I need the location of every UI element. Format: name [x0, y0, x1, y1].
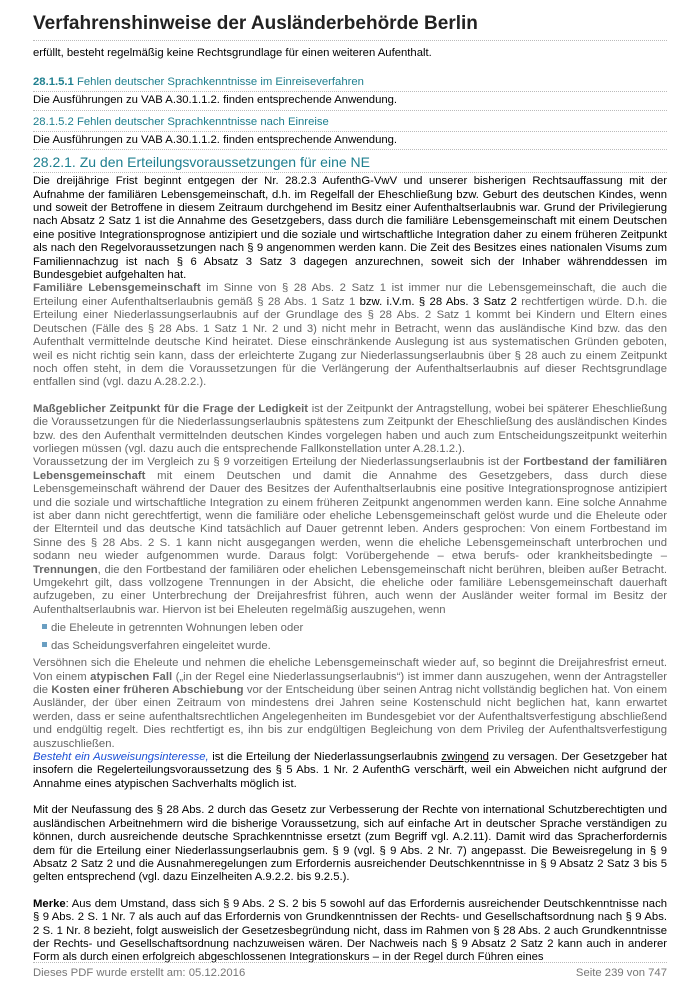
list-item	[42, 637, 667, 655]
text-run: im Sinne von § 28 Abs. 2 Satz 1 ist immer nur die Lebensgemeinschaft, die auch die Erteilung einer Aufenthaltserlaubnis gemäß § 28 Abs. 1 Satz 1	[33, 282, 668, 308]
bullet-list	[33, 619, 667, 655]
section-28-2-1-heading: 28.2.1. Zu den Erteilungsvoraussetzungen für eine NE	[33, 154, 667, 173]
section-28-1-5-2-heading: 28.1.5.2 Fehlen deutscher Sprachkenntnisse nach Einreise	[33, 113, 667, 132]
text-run: („in der Regel eine Niederlassungserlaubnis“) ist immer dann auszugehen, wenn der Antragsteller die	[33, 670, 667, 697]
bold-term: Merke	[33, 897, 66, 910]
square-bullet-icon	[42, 624, 47, 629]
footer-created-date: Dieses PDF wurde erstellt am: 05.12.2016	[33, 967, 246, 979]
paragraph-neufassung: Mit der Neufassung des § 28 Abs. 2 durch das Gesetz zur Verbesserung der Rechte von international Schutzberechtigten und ausländischen Arbeitnehmern wird die bisherige Voraussetzung, sich auf einfache Art in deutscher Sprache verständigen zu können, durch ausreichende deutsche Sprachkenntnisse ersetzt (zum Begriff vgl. A.2.11). Damit wird das Spracherfordernis dem für die Erteilung einer Niederlassungserlaubnis gem. § 9 (vgl. § 9 Abs. 2 Nr. 7) angepasst. Die Beweisregelung in § 9 Absatz 2 Satz 2 und die Ausnahmeregelungen zum Erfordernis ausreichender Deutschkenntnisse in § 9 Absatz 2 Satz 3 bis 5 gelten entsprechend (vgl. dazu Einzelheiten A.9.2.2. bis 9.2.5.).	[33, 804, 667, 884]
section-28-1-5-1-text: Die Ausführungen zu VAB A.30.1.1.2. finden entsprechende Anwendung.	[33, 92, 667, 110]
list-item-text: die Eheleute in getrennten Wohnungen leben oder	[51, 622, 304, 635]
text-run: Voraussetzung der im Vergleich zu § 9 vorzeitigen Erteilung der Niederlassungserlaubnis ist der	[33, 456, 524, 469]
paragraph-ledigkeit	[33, 403, 667, 457]
paragraph-ausweisungsinteresse	[33, 751, 667, 791]
text-run-black: bzw. i.V.m. § 28 Abs. 3 Satz 2	[359, 295, 517, 308]
text-run: ist die Erteilung der Niederlassungserlaubnis	[208, 751, 442, 764]
list-item-text: das Scheidungsverfahren eingeleitet wurde.	[51, 640, 271, 653]
bold-term: atypischen Fall	[90, 670, 173, 683]
bold-term: Familiäre Lebensgemeinschaft	[33, 282, 201, 295]
bold-term: Trennungen	[33, 563, 98, 576]
text-run: Versöhnen sich die Eheleute und nehmen die eheliche Lebensgemeinschaft wieder auf, so beginnt die Dreijahresfrist erneut. Von einem	[33, 657, 667, 683]
underlined-term: zwingend	[441, 751, 489, 764]
square-bullet-icon	[42, 642, 47, 647]
text-run: ist der Zeitpunkt der Antragstellung, wobei bei späterer Eheschließung die Voraussetzungen für die Niederlassungserlaubnis spätestens zum Zeitpunkt der Eheschließung des ausländischen Kindes bzw. des den Aufenthalt vermittelnden deutschen Kindes vorgelegen haben und auch zum Entscheidungszeitpunkt weiterhin vorliegen müssen (vgl. dazu auch die entsprechende Fallkonstellation unter A.28.1.2.).	[33, 402, 668, 455]
list-item	[42, 619, 667, 637]
footer-page-number: Seite 239 von 747	[575, 967, 667, 979]
document-title: Verfahrenshinweise der Ausländerbehörde Berlin	[33, 10, 667, 41]
bold-term: Maßgeblicher Zeitpunkt für die Frage der Ledigkeit	[33, 402, 309, 415]
text-run: vor der Entscheidung über seinen Antrag nicht vollständig beglichen hat. Von einem Ausländer, der über einen Zeitraum von mindestens drei Jahren seine Kostenschuld nicht beglichen hat, kann erwartet werden, dass er seine aufenthaltsrechtlichen Angelegenheiten im Bundesgebiet vor der Aufenthaltsverfestigung abschließend und endgültig regelt. Dies rechtfertigt es, ihn bis zur endgültigen Begleichung von dem Privileg der Aufenthaltsverfestigung auszuschließen.	[33, 684, 668, 750]
paragraph-merke	[33, 898, 667, 965]
intro-line: erfüllt, besteht regelmäßig keine Rechtsgrundlage für einen weiteren Aufenthalt.	[33, 47, 432, 59]
text-run: , die den Fortbestand der familiären oder ehelichen Lebensgemeinschaft nicht berühren, bleiben außer Betracht. Umgekehrt gilt, dass vollzogene Trennungen in der Absicht, die eheliche oder familiäre Lebensgemeinschaft dauerhaft aufzugeben, zu einer Unterbrechung der Dreijahresfrist führen, auch wenn der Ausländer weiter formal im Besitz der Aufenthaltserlaubnis war. Hiervon ist bei Eheleuten regelmäßig auszugehen, wenn	[33, 563, 667, 616]
ausweisungsinteresse-link[interactable]: Besteht ein Ausweisungsinteresse,	[33, 751, 209, 764]
paragraph-fortbestand	[33, 456, 667, 617]
section-title: Fehlen deutscher Sprachkenntnisse im Einreiseverfahren	[76, 76, 364, 89]
text-run: : Aus dem Umstand, dass sich § 9 Abs. 2 S. 2 bis 5 sowohl auf das Erfordernis ausreichender Deutschkenntnisse nach § 9 Abs. 2 S. 1 Nr. 7 als auch auf das Erfordernis von Grundkenntnissen der Rechts- und Gesellschaftsordnung nach § 9 Abs. 2 S. 1 Nr. 8 bezieht, folgt ausweislich der Gesetzesbegründung nicht, dass im Rahmen von § 28 Abs. 2 auch Grundkenntnisse der Rechts- und Gesellschaftsordnung nachzuweisen wären. Der Nachweis nach § 9 Absatz 2 Satz 2 kann auch in anderer Form als durch einen erfolgreich abgeschlossenen Integrationskurs – in der Regel durch Führen eines	[33, 897, 667, 964]
paragraph-frist: Die dreijährige Frist beginnt entgegen der Nr. 28.2.3 AufenthG-VwV und unserer bisherigen Rechtsauffassung mit der Aufnahme der familiären Lebensgemeinschaft, d.h. im Regelfall der Eheschließung bzw. Geburt des deutschen Kindes, wenn und soweit der Betroffene in diesem Zeitraum durchgehend im Besitz einer Aufenthaltserlaubnis war. Grund der Privilegierung nach Absatz 2 Satz 1 ist die Annahme des Gesetzgebers, dass durch die familiäre Lebensgemeinschaft mit einem Deutschen eine positive Integrationsprognose antizipiert und die soziale und wirtschaftliche Integration daher zu einem früheren Zeitpunkt als nach den Regelvoraussetzungen nach § 9 angenommen werden kann. Die Zeit des Besitzes eines nationalen Visums zum Familiennachzug ist nach § 6 Absatz 3 Satz 3 dagegen anzurechnen, soweit sich der Inhaber währenddessen im Bundesgebiet aufgehalten hat.	[33, 175, 667, 282]
bold-term: Fortbestand der familiären Lebensgemeinschaft	[33, 456, 667, 482]
paragraph-familiaere-lebensgemeinschaft	[33, 282, 667, 389]
bold-term: Kosten einer früheren Abschiebung	[51, 684, 244, 697]
page-footer	[33, 962, 667, 979]
section-28-1-5-2-text: Die Ausführungen zu VAB A.30.1.1.2. finden entsprechende Anwendung.	[33, 132, 667, 150]
text-run: zu versagen. Der Gesetzgeber hat insofern die Regelerteilungsvoraussetzung des § 5 Abs. 1 Nr. 2 AufenthG verschärft, weil ein Abweichen nicht aufgrund der Annahme eines atypischen Sachverhalts möglich ist.	[33, 751, 667, 790]
section-number: 28.1.5.1	[33, 76, 74, 89]
text-run: rechtfertigen würde. D.h. die Erteilung einer Niederlassungserlaubnis auf der Grundlage des § 28 Abs. 2 Satz 1 kommt bei Kindern und Eltern eines Deutschen (Fälle des § 28 Abs. 1 Satz 1 Nr. 2 und 3) nicht mehr in Betracht, wenn das ausländische Kind bzw. das den Aufenthalt vermittelnde deutsche Kind heiratet. Diese einschränkende Auslegung ist aus systematischen Gründen geboten, weil es nicht richtig sein kann, dass der erleichterte Zugang zur Niederlassungserlaubnis über § 28 auch zu einem Zeitpunkt noch offen steht, in dem die Voraussetzungen für die Verlängerung der Aufenthaltserlaubnis auf dieser Rechtsgrundlage entfallen sind (vgl. dazu A.28.2.2.).	[33, 295, 667, 389]
text-run: mit einem Deutschen und damit die Annahme des Gesetzgebers, dass durch diese Lebensgemeinschaft während der Dauer des Besitzes der Aufenthaltserlaubnis eine positive Integrationsprognose antizipiert und die soziale und wirtschaftliche Integration zu einem früheren Zeitpunkt angenommen werden kann. Eine solche Annahme ist aber dann nicht gerechtfertigt, wenn die familiäre oder eheliche Lebensgemeinschaft gelöst wurde und die Eheleute oder der Elternteil und das deutsche Kind tatsächlich auf Dauer getrennt leben. Anders gesprochen: Von einem Fortbestand im Sinne des § 28 Abs. 2 S. 1 kann nicht ausgegangen werden, wenn die eheliche Lebensgemeinschaft unterbrochen und sodann neu wieder aufgenommen wurde. Daraus folgt: Vorübergehende – etwa berufs- oder krankheitsbedingte –	[33, 469, 667, 563]
paragraph-atypischer-fall	[33, 657, 667, 751]
section-28-1-5-1-heading	[33, 73, 667, 92]
